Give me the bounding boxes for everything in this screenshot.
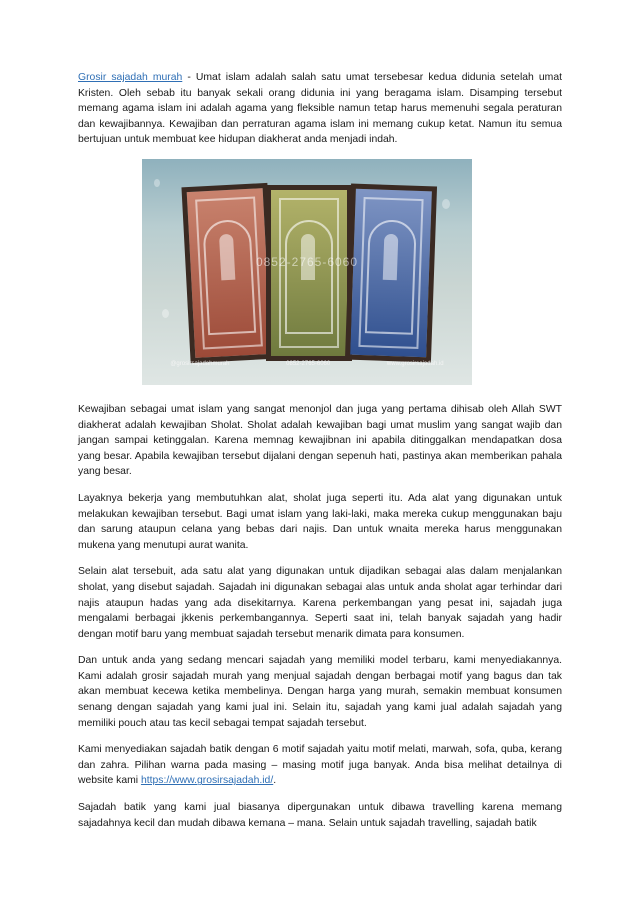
intro-paragraph	[78, 70, 562, 148]
paragraph-kewajiban: Kewajiban sebagai umat islam yang sangat menonjol dan juga yang pertama dihisab oleh Allah SWT diakherat adalah kewajiban Sholat. Sholat adalah kewajiban bagi umat muslim yang sangat wajib dan jangan sampai ketinggalan. Karena memnag kewajibnan ini apabila ditinggalkan mendapatkan dosa yang besar. Apabila kewajiban tersebut dijalani dengan sepenuh hati, pastinya akan memberikan pahala yang besar.	[78, 403, 562, 478]
paragraph-travelling: Sajadah batik yang kami jual biasanya dipergunakan untuk dibawa travelling karena memang sajadahnya kecil dan mudah dibawa kemana – mana. Selain untuk sajadah travelling, sajadah batik	[78, 802, 562, 829]
paragraph-sajadah: Selain alat tersebuit, ada satu alat yang digunakan untuk dijadikan sebagai alas dalam menjalankan sholat, yang disebut sajadah. Sajadah ini digunakan sebagai alas untuk anda sholat agar terhindar dari najis ataupun hadas yang ada disekitarnya. Karena perkembangan yang pesat ini, sajadah juga mengalami berbagai jkkenis perkembangannya. Seperti saat ini, telah banyak sajadah yang hadir dengan motif baru yang membuat sajadah tersebut menarik dimata para konsumen.	[78, 566, 562, 640]
prayer-mat-blue	[345, 184, 437, 363]
paragraph-motif	[78, 742, 562, 789]
grosir-sajadah-link[interactable]: Grosir sajadah murah	[78, 72, 183, 83]
caption-website: www.grosirsajadah.id	[386, 361, 444, 368]
photo-watermark: 0852-2765-6060	[255, 254, 359, 269]
raindrop	[162, 309, 169, 318]
paragraph-model: Dan untuk anda yang sedang mencari sajadah yang memiliki model terbaru, kami menyediakannya. Kami adalah grosir sajadah murah yang menjual sajadah dengan berbagai motif yang bagus dan tak akan membuat kecewa ketika membelinya. Dengan harga yang murah, semakin membuat konsumen senang dengan sajadah yang kami jual ini. Selain itu, sajadah yang kami jual adalah sajadah yang memiliki pouch atau tas kecil sebagai tempat sajadah tersebut.	[78, 655, 562, 729]
intro-text: - Umat islam adalah salah satu umat tersebesar kedua didunia setelah umat Kristen. Oleh sebab itu banyak sekali orang didunia ini yang beragama islam. Disamping tersebut memang agama islam ini adalah agama yang fleksible namun tetap harus memenuhi segala peraturan dan kewajibannya. Kewajiban dan perraturan agama islam ini memang cukup ketat. Namun itu semua bertujuan untuk membuat kee hidupan diakherat anda menjadi indah.	[78, 72, 562, 146]
prayer-mat-red	[181, 183, 276, 363]
caption-phone: 0852-2765-6060	[286, 361, 331, 368]
document-page	[78, 70, 562, 842]
paragraph-alat: Layaknya bekerja yang membutuhkan alat, sholat juga seperti itu. Ada alat yang digunakan untuk melakukan kewajiban tersebut. Bagi umat islam yang laki-laki, maka mereka cukup menggunakan baju dan sarung ataupun celana yang bebas dari najis. Dan untuk wnaita mereka harus menggunakan mukena yang menutupi aurat wanita.	[78, 492, 562, 551]
raindrop	[154, 179, 160, 187]
sajadah-photo	[142, 159, 472, 385]
raindrop	[442, 199, 450, 209]
prayer-mat-green	[266, 185, 352, 361]
caption-instagram: @grosirsajadahmurah	[170, 361, 230, 368]
motif-suffix: .	[273, 775, 277, 787]
website-link[interactable]: https://www.grosirsajadah.id/	[140, 775, 274, 787]
motif-text: Kami menyediakan sajadah batik dengan 6 motif sajadah yaitu motif melati, marwah, sofa, quba, kerang dan zahra. Pilihan warna pada masing – masing motif juga banyak. Anda bisa melihat detailnya di website kami	[78, 744, 562, 787]
photo-caption	[142, 357, 472, 373]
